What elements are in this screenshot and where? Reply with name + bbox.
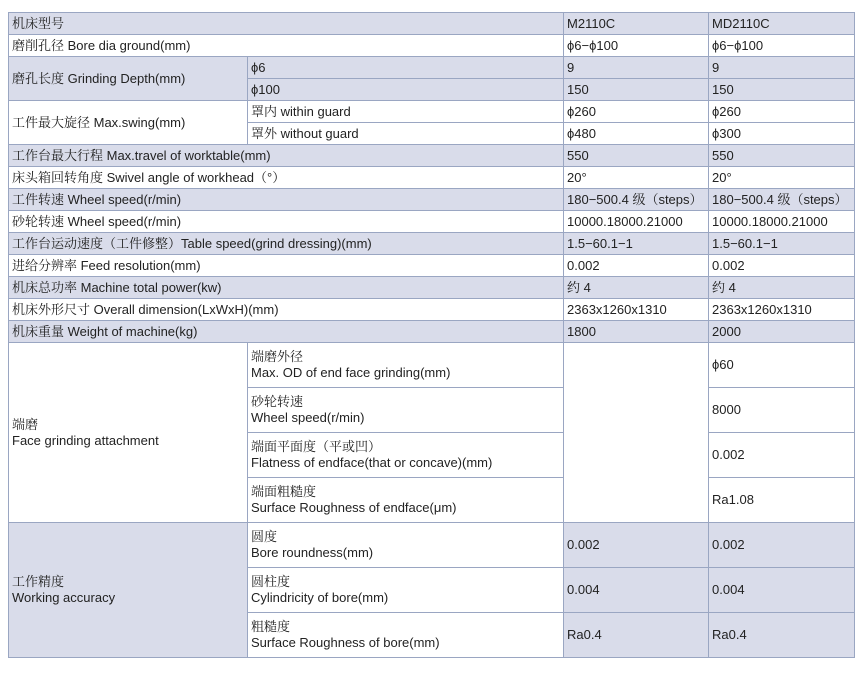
max-swing-sub2: 罩外 without guard [248,123,564,145]
accuracy-item [248,568,564,613]
face-grinding-item-en: Wheel speed(r/min) [251,410,365,425]
overall-dimension-a: 2363x1260x1310 [564,299,709,321]
max-swing-b2: ϕ300 [709,123,855,145]
face-grinding-b: Ra1.08 [709,478,855,523]
model-a-header: M2110C [564,13,709,35]
face-grinding-item-cn: 砂轮转速 [251,394,304,409]
bore-dia-label: 磨削孔径 Bore dia ground(mm) [9,35,564,57]
face-grinding-a-empty [564,343,709,523]
total-power-a: 约 4 [564,277,709,299]
row-wheel-speed [9,211,855,233]
row-feed-resolution [9,255,855,277]
bore-dia-b: ϕ6−ϕ100 [709,35,855,57]
max-swing-a1: ϕ260 [564,101,709,123]
overall-dimension-b: 2363x1260x1310 [709,299,855,321]
face-grinding-item [248,343,564,388]
accuracy-a: 0.002 [564,523,709,568]
face-grinding-item-cn: 端磨外径 [251,349,304,364]
accuracy-b: 0.002 [709,523,855,568]
row-max-swing-1 [9,101,855,123]
max-swing-sub1: 罩内 within guard [248,101,564,123]
max-swing-a2: ϕ480 [564,123,709,145]
face-grinding-item-en: Flatness of endface(that or concave)(mm) [251,455,493,470]
work-speed-label: 工件转速 Wheel speed(r/min) [9,189,564,211]
accuracy-a: Ra0.4 [564,613,709,658]
face-grinding-item [248,478,564,523]
accuracy-item [248,613,564,658]
max-travel-a: 550 [564,145,709,167]
overall-dimension-label: 机床外形尺寸 Overall dimension(LxWxH)(mm) [9,299,564,321]
feed-resolution-a: 0.002 [564,255,709,277]
grinding-depth-sub1: ϕ6 [248,57,564,79]
grinding-depth-a1: 9 [564,57,709,79]
grinding-depth-b1: 9 [709,57,855,79]
swivel-a: 20° [564,167,709,189]
total-power-label: 机床总功率 Machine total power(kw) [9,277,564,299]
face-grinding-item-cn: 端面粗糙度 [251,484,317,499]
face-grinding-b: 8000 [709,388,855,433]
model-b-header: MD2110C [709,13,855,35]
table-speed-label: 工作台运动速度（工件修整）Table speed(grind dressing)(mm) [9,233,564,255]
work-speed-b: 180−500.4 级（steps） [709,189,855,211]
spec-table [8,12,855,658]
face-grinding-item [248,388,564,433]
table-speed-b: 1.5−60.1−1 [709,233,855,255]
bore-dia-a: ϕ6−ϕ100 [564,35,709,57]
accuracy-item-cn: 粗糙度 [251,619,291,634]
face-grinding-label-cn: 端磨 [12,416,39,432]
row-swivel [9,167,855,189]
accuracy-item-en: Surface Roughness of bore(mm) [251,635,440,650]
swivel-b: 20° [709,167,855,189]
row-grinding-depth-1 [9,57,855,79]
work-speed-a: 180−500.4 级（steps） [564,189,709,211]
row-bore-dia [9,35,855,57]
grinding-depth-b2: 150 [709,79,855,101]
accuracy-item-cn: 圆度 [251,529,278,544]
face-grinding-item-cn: 端面平面度（平或凹） [251,439,382,454]
weight-label: 机床重量 Weight of machine(kg) [9,321,564,343]
face-grinding-item [248,433,564,478]
header-row [9,13,855,35]
face-grinding-b: ϕ60 [709,343,855,388]
accuracy-label-cn: 工作精度 [12,574,65,589]
face-grinding-b: 0.002 [709,433,855,478]
accuracy-item [248,523,564,568]
feed-resolution-label: 进给分辨率 Feed resolution(mm) [9,255,564,277]
face-grinding-item-en: Max. OD of end face grinding(mm) [251,365,451,380]
feed-resolution-b: 0.002 [709,255,855,277]
row-total-power [9,277,855,299]
accuracy-item-en: Bore roundness(mm) [251,545,374,560]
face-grinding-item-en: Surface Roughness of endface(μm) [251,500,457,515]
face-grinding-label-en: Face grinding attachment [12,432,159,448]
grinding-depth-sub2: ϕ100 [248,79,564,101]
face-grinding-label [9,343,248,523]
accuracy-row-1 [9,523,855,568]
row-work-speed [9,189,855,211]
row-table-speed [9,233,855,255]
face-grinding-row-1 [9,343,855,388]
accuracy-a: 0.004 [564,568,709,613]
weight-b: 2000 [709,321,855,343]
grinding-depth-a2: 150 [564,79,709,101]
row-weight [9,321,855,343]
accuracy-item-en: Cylindricity of bore(mm) [251,590,389,605]
swivel-label: 床头箱回转角度 Swivel angle of workhead（°） [9,167,564,189]
total-power-b: 约 4 [709,277,855,299]
row-overall-dimension [9,299,855,321]
header-label: 机床型号 [9,13,564,35]
max-travel-label: 工作台最大行程 Max.travel of worktable(mm) [9,145,564,167]
table-speed-a: 1.5−60.1−1 [564,233,709,255]
row-max-travel [9,145,855,167]
wheel-speed-b: 10000.18000.21000 [709,211,855,233]
grinding-depth-label: 磨孔长度 Grinding Depth(mm) [9,57,248,101]
accuracy-label-en: Working accuracy [12,590,116,605]
accuracy-item-cn: 圆柱度 [251,574,291,589]
accuracy-label [9,523,248,658]
wheel-speed-a: 10000.18000.21000 [564,211,709,233]
max-swing-b1: ϕ260 [709,101,855,123]
wheel-speed-label: 砂轮转速 Wheel speed(r/min) [9,211,564,233]
max-swing-label: 工件最大旋径 Max.swing(mm) [9,101,248,145]
accuracy-b: 0.004 [709,568,855,613]
max-travel-b: 550 [709,145,855,167]
weight-a: 1800 [564,321,709,343]
accuracy-b: Ra0.4 [709,613,855,658]
